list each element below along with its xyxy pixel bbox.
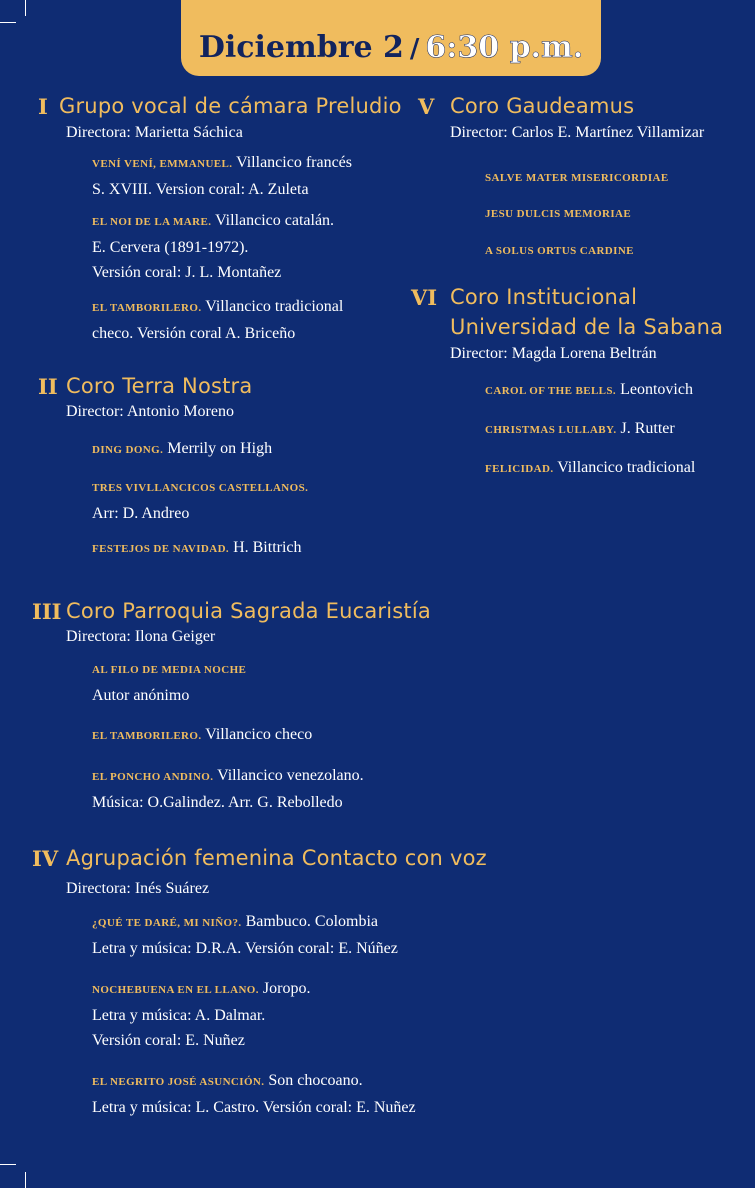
program-piece: [92, 656, 246, 708]
piece-title: DING DONG.: [92, 444, 164, 456]
piece-title: CHRISTMAS LULLABY.: [485, 424, 617, 436]
piece-detail: Letra y música: D.R.A. Versión coral: E. Núñez: [92, 940, 398, 957]
piece-detail: Villancico catalán.: [215, 212, 335, 229]
director-name: Director: Antonio Moreno: [66, 403, 234, 420]
section-numeral: IV: [32, 846, 59, 871]
piece-title: FESTEJOS DE NAVIDAD.: [92, 543, 230, 555]
piece-detail: Villancico venezolano.: [217, 767, 364, 784]
director-name: Directora: Marietta Sáchica: [66, 124, 243, 141]
concert-date: Diciembre 2: [198, 30, 404, 65]
program-piece: [92, 474, 308, 526]
concert-time: 6:30 p.m.: [425, 30, 584, 65]
program-piece: [92, 535, 302, 562]
piece-title: TRES VIVLLANCICOS CASTELLANOS.: [92, 482, 309, 494]
program-piece: [485, 200, 631, 227]
director-name: Director: Magda Lorena Beltrán: [450, 345, 657, 362]
section-numeral: I: [38, 94, 48, 119]
piece-title: EL TAMBORILERO.: [92, 302, 202, 314]
piece-title: EL TAMBORILERO.: [92, 730, 202, 742]
director-name: Directora: Ilona Geiger: [66, 628, 216, 645]
piece-detail: Música: O.Galindez. Arr. G. Rebolledo: [92, 794, 343, 811]
section-numeral: III: [32, 599, 62, 624]
program-piece: [92, 294, 343, 346]
piece-detail: S. XVIII. Version coral: A. Zuleta: [92, 181, 309, 198]
piece-title: ¿QUÉ TE DARÉ, MI NIÑO?.: [92, 917, 242, 929]
piece-detail: Leontovich: [620, 381, 693, 398]
program-piece: [485, 237, 634, 264]
piece-title: VENÍ VENÍ, EMMANUEL.: [92, 158, 233, 170]
choir-name: Grupo vocal de cámara Preludio: [59, 94, 402, 118]
piece-detail: Letra y música: A. Dalmar.: [92, 1007, 266, 1024]
piece-title: A SOLUS ORTUS CARDINE: [485, 245, 634, 257]
program-piece: [485, 455, 695, 482]
choir-name: Coro Institucional: [450, 285, 638, 309]
crop-mark-bottom-left-v: [25, 1172, 26, 1188]
director-name: Director: Carlos E. Martínez Villamizar: [450, 124, 705, 141]
piece-detail: Villancico checo: [205, 726, 313, 743]
choir-name: Coro Parroquia Sagrada Eucaristía: [66, 599, 431, 623]
piece-title: EL NOI DE LA MARE.: [92, 216, 212, 228]
choir-name-line-2: Universidad de la Sabana: [450, 315, 724, 339]
program-piece: [92, 1068, 416, 1120]
piece-detail: Merrily on High: [167, 440, 273, 457]
piece-detail: Letra y música: L. Castro. Versión coral: E. Nuñez: [92, 1099, 416, 1116]
program-piece: [92, 436, 272, 463]
program-piece: [92, 909, 398, 961]
section-numeral: V: [418, 94, 435, 119]
piece-detail: Villancico francés: [236, 154, 353, 171]
piece-detail: checo. Versión coral A. Briceño: [92, 325, 296, 342]
piece-detail: Versión coral: J. L. Montañez: [92, 264, 282, 281]
piece-title: AL FILO DE MEDIA NOCHE: [92, 664, 247, 676]
piece-detail: Villancico tradicional: [205, 298, 344, 315]
piece-detail: J. Rutter: [620, 420, 675, 437]
piece-title: JESU DULCIS MEMORIAE: [485, 208, 632, 220]
piece-detail: Villancico tradicional: [557, 459, 696, 476]
program-piece: [485, 416, 675, 443]
crop-mark-top-left-v: [25, 0, 26, 16]
crop-mark-bottom-left-h: [0, 1164, 16, 1165]
piece-title: SALVE MATER MISERICORDIAE: [485, 172, 669, 184]
piece-title: NOCHEBUENA EN EL LLANO.: [92, 984, 259, 996]
program-piece: [92, 763, 364, 815]
piece-detail: Versión coral: E. Nuñez: [92, 1032, 245, 1049]
piece-detail: Autor anónimo: [92, 687, 190, 704]
program-piece: [485, 377, 693, 404]
program-piece: [92, 150, 352, 202]
piece-title: CAROL OF THE BELLS.: [485, 385, 617, 397]
choir-name: Coro Terra Nostra: [66, 374, 253, 398]
piece-detail: Bambuco. Colombia: [245, 913, 379, 930]
piece-title: EL NEGRITO JOSÉ ASUNCIÓN.: [92, 1076, 265, 1088]
piece-detail: Arr: D. Andreo: [92, 505, 190, 522]
program-piece: [92, 208, 334, 285]
date-time-separator: /: [409, 34, 420, 64]
piece-detail: Son chocoano.: [268, 1072, 363, 1089]
program-piece: [92, 722, 312, 749]
crop-mark-top-left-h: [0, 22, 16, 23]
program-piece: [92, 976, 310, 1053]
header-tab: [181, 0, 601, 76]
program-piece: [485, 164, 669, 191]
concert-date-time: [181, 30, 601, 65]
section-numeral: VI: [411, 285, 438, 310]
piece-detail: H. Bittrich: [233, 539, 302, 556]
director-name: Directora: Inés Suárez: [66, 880, 210, 897]
choir-name: Agrupación femenina Contacto con voz: [66, 846, 487, 870]
piece-detail: E. Cervera (1891-1972).: [92, 239, 249, 256]
piece-title: EL PONCHO ANDINO.: [92, 771, 214, 783]
section-numeral: II: [38, 374, 58, 399]
piece-title: FELICIDAD.: [485, 463, 554, 475]
choir-name: Coro Gaudeamus: [450, 94, 635, 118]
piece-detail: Joropo.: [262, 980, 311, 997]
